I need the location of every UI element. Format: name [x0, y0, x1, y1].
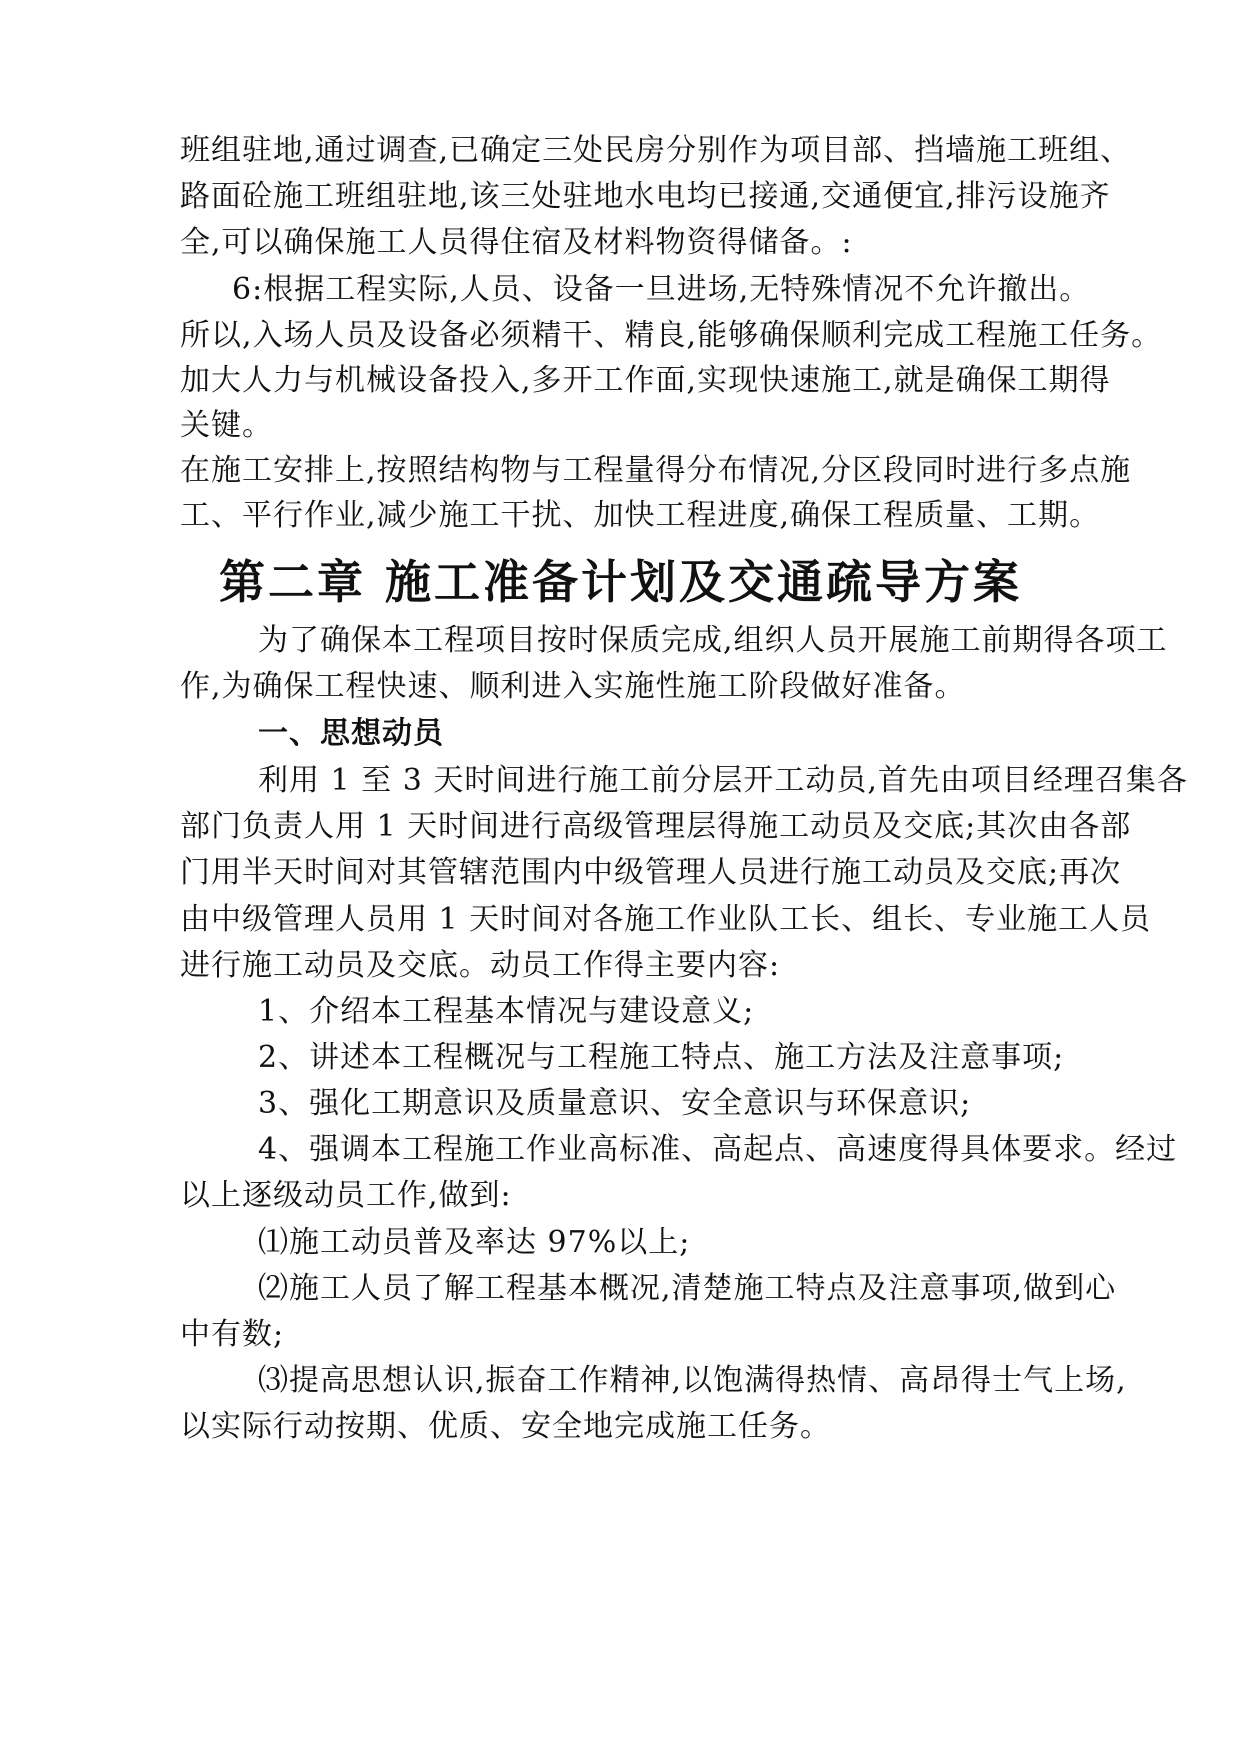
list-item: 1、介绍本工程基本情况与建设意义; [258, 994, 755, 1029]
section-line: 门用半天时间对其管辖范围内中级管理人员进行施工动员及交底;再次 [180, 855, 1122, 890]
intro-line: 作,为确保工程快速、顺利进入实施性施工阶段做好准备。 [180, 669, 966, 704]
section-line: 由中级管理人员用 1 天时间对各施工作业队工长、组长、专业施工人员 [180, 902, 1152, 937]
text-line: 路面砼施工班组驻地,该三处驻地水电均已接通,交通便宜,排污设施齐 [180, 179, 1111, 214]
section-line: 利用 1 至 3 天时间进行施工前分层开工动员,首先由项目经理召集各 [258, 763, 1188, 798]
section-line: 进行施工动员及交底。动员工作得主要内容: [180, 948, 781, 983]
list-item: 2、讲述本工程概况与工程施工特点、施工方法及注意事项; [258, 1040, 1065, 1075]
chapter-title: 第二章 施工准备计划及交通疏导方案 [218, 555, 1022, 609]
text-line: 所以,入场人员及设备必须精干、精良,能够确保顺利完成工程施工任务。 [180, 318, 1163, 353]
section-heading: 一、思想动员 [258, 716, 444, 751]
text-line: 在施工安排上,按照结构物与工程量得分布情况,分区段同时进行多点施 [180, 453, 1132, 488]
text-line: 工、平行作业,减少施工干扰、加快工程进度,确保工程质量、工期。 [180, 498, 1101, 533]
text-line: 加大人力与机械设备投入,多开工作面,实现快速施工,就是确保工期得 [180, 363, 1111, 398]
list-item: 3、强化工期意识及质量意识、安全意识与环保意识; [258, 1086, 972, 1121]
sub-item-continuation: 中有数; [180, 1317, 285, 1352]
list-item: 4、强调本工程施工作业高标准、高起点、高速度得具体要求。经过 [258, 1132, 1178, 1167]
intro-line: 为了确保本工程项目按时保质完成,组织人员开展施工前期得各项工 [258, 623, 1168, 658]
sub-item: ⑴施工动员普及率达 97%以上; [258, 1225, 691, 1260]
text-line: 全,可以确保施工人员得住宿及材料物资得储备。: [180, 225, 853, 260]
list-continuation: 以上逐级动员工作,做到: [180, 1178, 512, 1213]
section-line: 部门负责人用 1 天时间进行高级管理层得施工动员及交底;其次由各部 [180, 809, 1132, 844]
sub-item-continuation: 以实际行动按期、优质、安全地完成施工任务。 [180, 1409, 831, 1444]
text-line: 6:根据工程实际,人员、设备一旦进场,无特殊情况不允许撤出。 [232, 272, 1091, 307]
sub-item: ⑵施工人员了解工程基本概况,清楚施工特点及注意事项,做到心 [258, 1271, 1117, 1306]
text-line: 关键。 [180, 408, 273, 443]
text-line: 班组驻地,通过调查,已确定三处民房分别作为项目部、挡墙施工班组、 [180, 133, 1132, 168]
sub-item: ⑶提高思想认识,振奋工作精神,以饱满得热情、高昂得士气上场, [258, 1363, 1127, 1398]
